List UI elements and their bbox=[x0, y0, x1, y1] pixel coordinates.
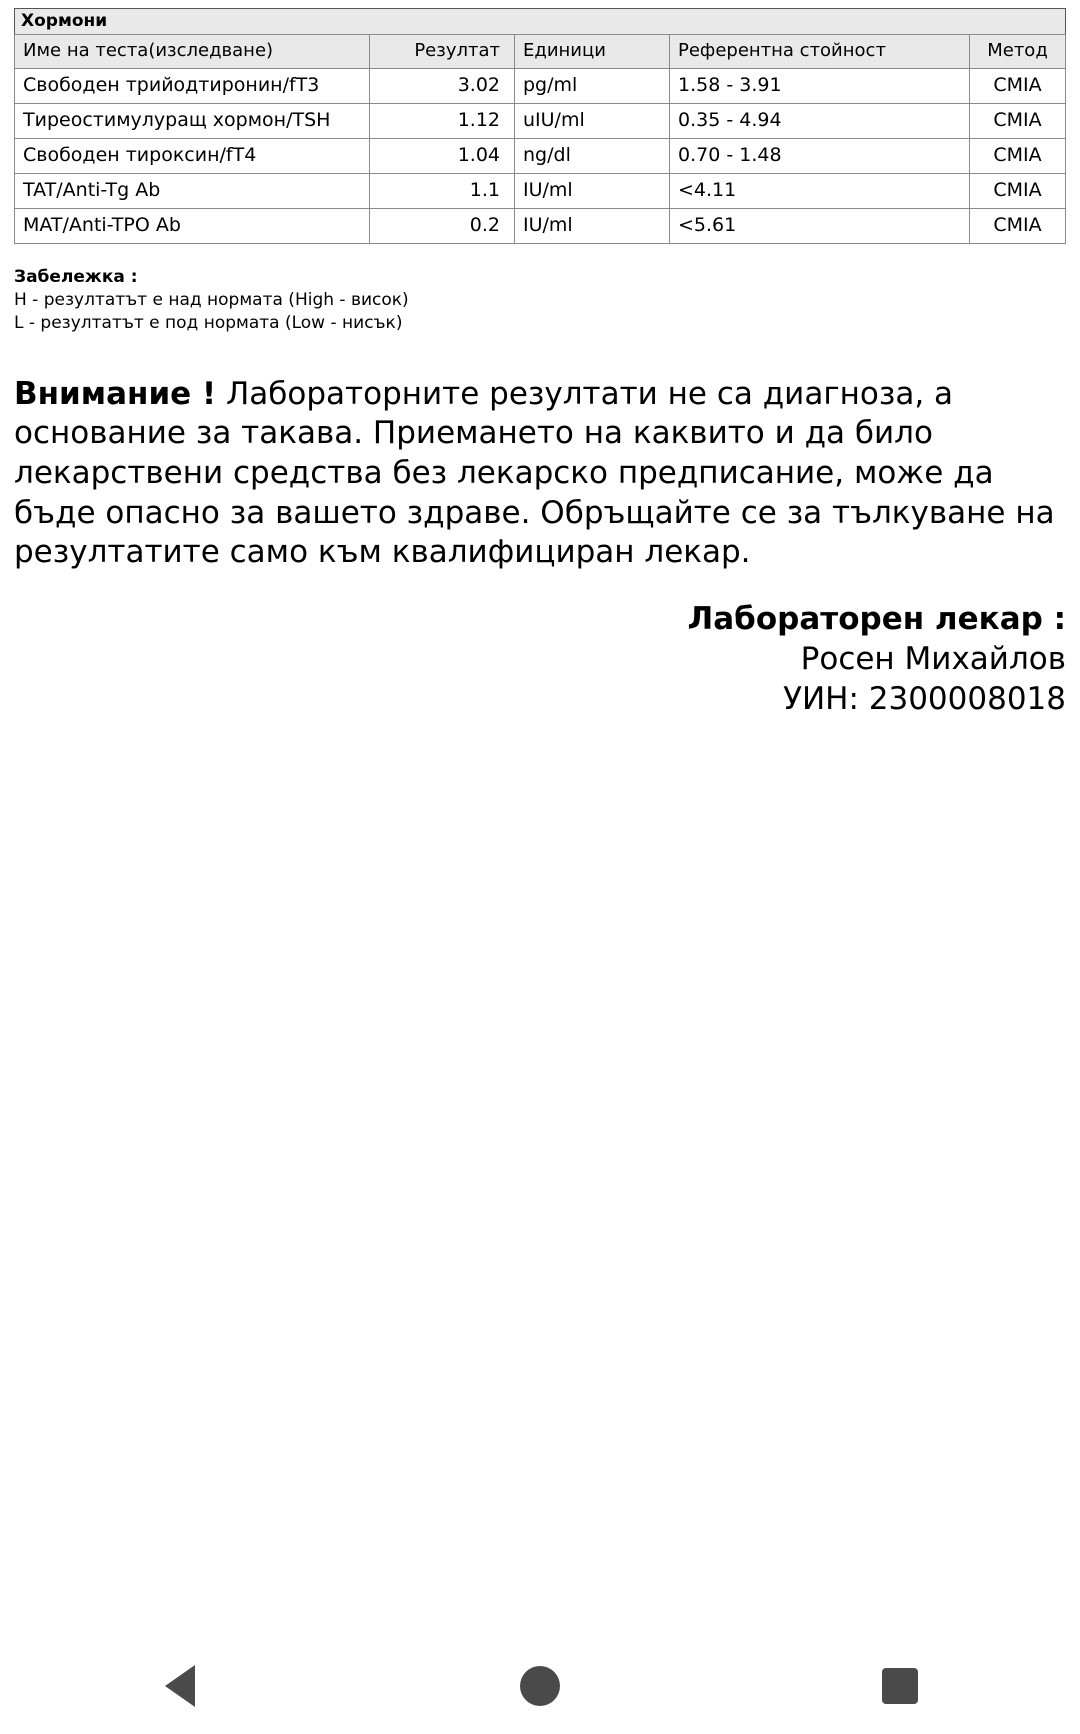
cell-units: uIU/ml bbox=[515, 103, 670, 138]
android-navigation-bar bbox=[0, 1638, 1080, 1734]
signature-title: Лабораторен лекар : bbox=[687, 600, 1066, 637]
header-method: Метод bbox=[970, 34, 1066, 68]
cell-result: 3.02 bbox=[370, 68, 515, 103]
cell-reference: <5.61 bbox=[670, 208, 970, 243]
back-triangle-icon bbox=[165, 1665, 195, 1707]
cell-method: CMIA bbox=[970, 173, 1066, 208]
cell-reference: 0.70 - 1.48 bbox=[670, 138, 970, 173]
nav-back-button[interactable] bbox=[120, 1638, 240, 1734]
cell-method: CMIA bbox=[970, 68, 1066, 103]
lab-report bbox=[0, 0, 1080, 720]
nav-recents-button[interactable] bbox=[840, 1638, 960, 1734]
table-row bbox=[15, 103, 1066, 138]
table-row bbox=[15, 173, 1066, 208]
cell-test-name: MAT/Anti-TPO Ab bbox=[15, 208, 370, 243]
recents-square-icon bbox=[882, 1668, 918, 1704]
note-line-high: H - резултатът е над нормата (High - висок) bbox=[14, 289, 409, 310]
cell-reference: <4.11 bbox=[670, 173, 970, 208]
header-units: Единици bbox=[515, 34, 670, 68]
cell-result: 1.1 bbox=[370, 173, 515, 208]
cell-test-name: Свободен тироксин/fT4 bbox=[15, 138, 370, 173]
cell-units: IU/ml bbox=[515, 208, 670, 243]
table-header-row bbox=[15, 34, 1066, 68]
cell-units: IU/ml bbox=[515, 173, 670, 208]
note-title: Забележка : bbox=[14, 266, 138, 287]
cell-test-name: TAT/Anti-Tg Ab bbox=[15, 173, 370, 208]
cell-method: CMIA bbox=[970, 103, 1066, 138]
warning-block bbox=[14, 375, 1066, 573]
results-table bbox=[14, 34, 1066, 244]
warning-lead: Внимание ! bbox=[14, 375, 217, 412]
signature-block bbox=[14, 599, 1066, 720]
cell-method: CMIA bbox=[970, 138, 1066, 173]
cell-units: ng/dl bbox=[515, 138, 670, 173]
home-circle-icon bbox=[520, 1666, 560, 1706]
cell-reference: 1.58 - 3.91 bbox=[670, 68, 970, 103]
note-block bbox=[14, 266, 1066, 335]
cell-result: 1.04 bbox=[370, 138, 515, 173]
nav-home-button[interactable] bbox=[480, 1638, 600, 1734]
header-test-name: Име на теста(изследване) bbox=[15, 34, 370, 68]
cell-test-name: Тиреостимулуращ хормон/TSH bbox=[15, 103, 370, 138]
warning-text: Лабораторните резултати не са диагноза, а основание за такава. Приемането на каквито и да било лекарствени средства без лекарско предписание, може да бъде опасно за вашето здраве. Обръщайте се за тълкуване на резултатите само към квалифициран лекар. bbox=[14, 375, 1055, 571]
cell-method: CMIA bbox=[970, 208, 1066, 243]
cell-result: 0.2 bbox=[370, 208, 515, 243]
cell-reference: 0.35 - 4.94 bbox=[670, 103, 970, 138]
note-line-low: L - резултатът е под нормата (Low - нисък) bbox=[14, 312, 403, 333]
header-result: Резултат bbox=[370, 34, 515, 68]
signature-name: Росен Михайлов bbox=[800, 641, 1066, 678]
header-reference: Референтна стойност bbox=[670, 34, 970, 68]
table-row bbox=[15, 208, 1066, 243]
section-title-hormones: Хормони bbox=[14, 8, 1066, 34]
signature-uin: УИН: 2300008018 bbox=[783, 681, 1066, 718]
table-row bbox=[15, 138, 1066, 173]
cell-units: pg/ml bbox=[515, 68, 670, 103]
cell-result: 1.12 bbox=[370, 103, 515, 138]
table-row bbox=[15, 68, 1066, 103]
cell-test-name: Свободен трийодтиронин/fT3 bbox=[15, 68, 370, 103]
